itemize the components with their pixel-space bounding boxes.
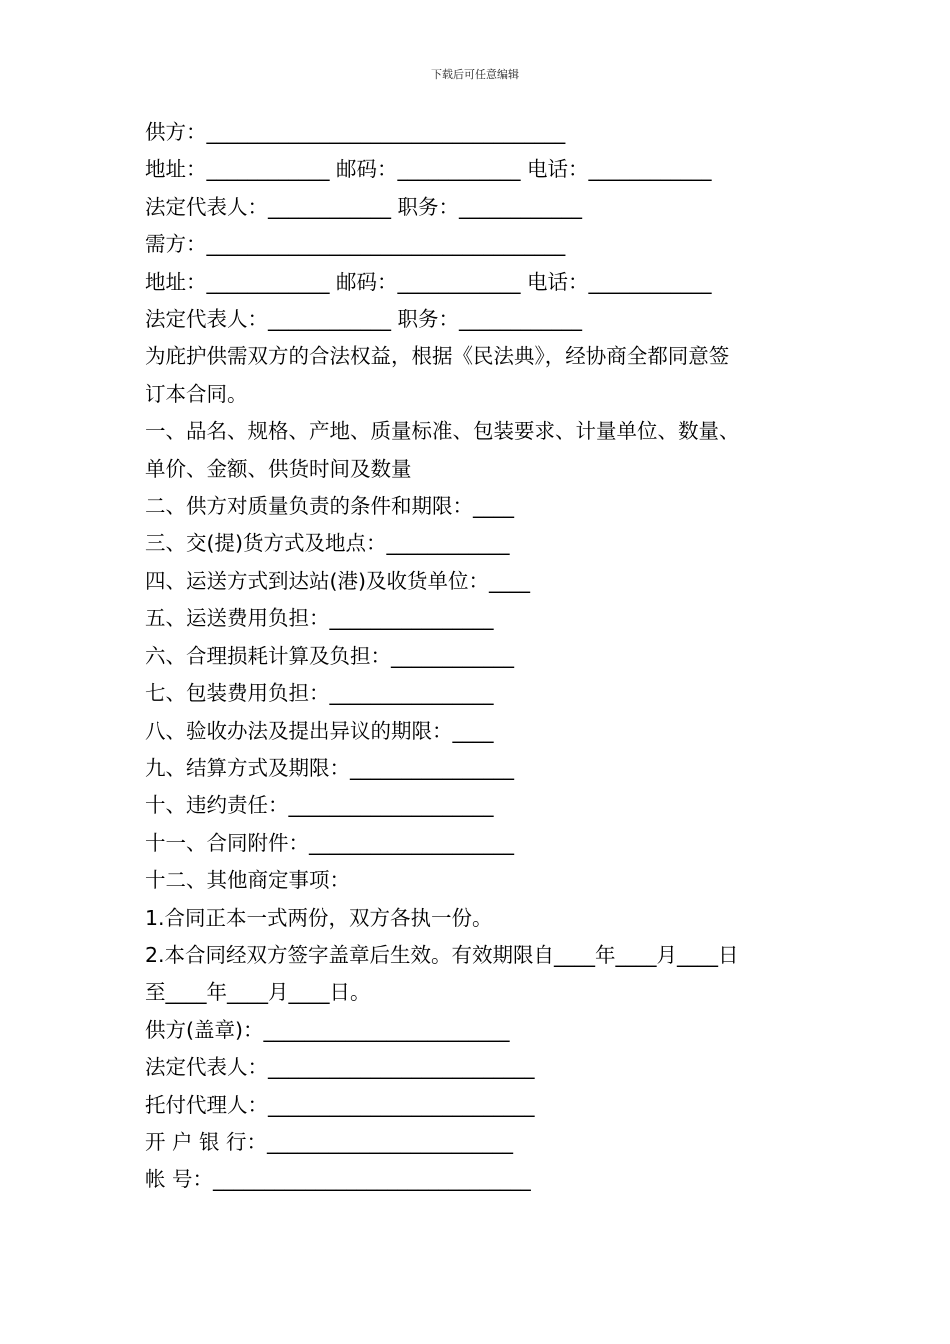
signature-account: 帐 号：_______________________________: [145, 1167, 531, 1192]
signature-bank: 开 户 银 行：________________________: [145, 1129, 514, 1154]
clause-11: 十一、合同附件：____________________: [145, 830, 514, 855]
buyer-representative-line: 法定代表人：____________ 职务：____________: [145, 307, 583, 332]
clause-3: 三、交(提)货方式及地点：____________: [145, 531, 510, 556]
supplier-line: 供方：___________________________________: [145, 120, 566, 144]
item-2-line-1: 2.本合同经双方签字盖章后生效。有效期限自____年____月____日: [145, 942, 739, 967]
clause-8: 八、验收办法及提出异议的期限：____: [145, 718, 494, 743]
signature-agent: 托付代理人：__________________________: [145, 1092, 535, 1117]
item-1: 1.合同正本一式两份，双方各执一份。: [145, 905, 493, 930]
clause-2: 二、供方对质量负责的条件和期限：____: [145, 494, 514, 519]
signature-supplier-seal: 供方(盖章)：________________________: [145, 1017, 510, 1042]
clause-5: 五、运送费用负担：________________: [145, 606, 494, 631]
clause-1-line-1: 一、品名、规格、产地、质量标准、包装要求、计量单位、数量、: [145, 419, 740, 444]
preamble-line-2: 订本合同。: [145, 381, 248, 406]
page-header-note: 下载后可任意编辑: [431, 68, 519, 81]
clause-10: 十、违约责任：____________________: [145, 793, 494, 818]
clause-9: 九、结算方式及期限：________________: [145, 755, 514, 780]
clause-7: 七、包装费用负担：________________: [145, 681, 494, 706]
clause-4: 四、运送方式到达站(港)及收货单位：____: [145, 568, 530, 593]
clause-12: 十二、其他商定事项：: [145, 868, 350, 893]
preamble-line-1: 为庇护供需双方的合法权益，根据《民法典》，经协商全都同意签: [145, 344, 730, 369]
supplier-address-line: 地址：____________ 邮码：____________ 电话：____________: [145, 157, 712, 182]
supplier-representative-line: 法定代表人：____________ 职务：____________: [145, 194, 583, 219]
buyer-address-line: 地址：____________ 邮码：____________ 电话：____________: [145, 269, 712, 294]
clause-6: 六、合理损耗计算及负担：____________: [145, 643, 514, 668]
item-2-line-2: 至____年____月____日。: [145, 980, 371, 1005]
contract-body: [145, 114, 825, 1199]
buyer-line: 需方：___________________________________: [145, 232, 566, 257]
clause-1-line-2: 单价、金额、供货时间及数量: [145, 456, 412, 481]
signature-legal-representative: 法定代表人：__________________________: [145, 1055, 535, 1080]
